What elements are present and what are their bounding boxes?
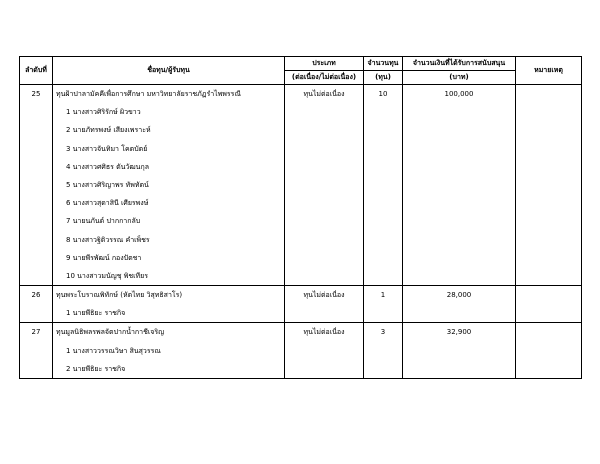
grant-amount-cell	[403, 85, 516, 286]
grant-note-cell	[516, 286, 582, 323]
grant-type: ทุนไม่ต่อเนื่อง	[303, 328, 345, 337]
header-amount-bottom: (บาท)	[449, 73, 469, 81]
grant-note	[516, 323, 581, 341]
grant-count-cell	[364, 286, 403, 323]
header-no: ลำดับที่	[20, 57, 53, 85]
recipient-name: 8 นางสาวฐิติวรรณ คำเพ็ชร	[66, 235, 150, 244]
recipient-name: 1 นางสาวศิริรักษ์ ผิวขาว	[66, 108, 141, 117]
grant-name: ทุนมูลนิธิพลรพลจัตปากน้ำกาชีเจริญ	[56, 328, 165, 337]
header-count-bottom: (ทุน)	[375, 73, 391, 81]
recipient-name: 10 นางสาวมนัญชุ พิชเทียร	[66, 271, 148, 280]
grant-amount: 100,000	[444, 90, 474, 98]
grant-name: ทุนฝ้าปาลามัคคีเพื่อการศึกษา มหาวิทยาลัยราชภัฏรำไพพรรณี	[56, 90, 241, 98]
header-type-bottom: (ต่อเนื่อง/ไม่ต่อเนื่อง)	[291, 73, 357, 81]
grant-note-cell	[516, 85, 582, 286]
row-name-cell	[53, 323, 285, 379]
row-no-cell	[20, 286, 53, 323]
header-count	[364, 57, 403, 85]
grant-amount-cell	[403, 323, 516, 379]
recipient-name: 9 นายพีรพัฒน์ กองปัตชา	[66, 253, 142, 262]
grant-type-cell	[285, 323, 364, 379]
grant-note	[516, 85, 581, 103]
row-name-cell	[53, 286, 285, 323]
grant-count-cell	[364, 85, 403, 286]
recipient-name: 7 นายนภันต์ ปากกากลับ	[66, 217, 141, 226]
row-no-cell	[20, 85, 53, 286]
recipient-name: 6 นางสาวสุดาสินี เศียรพงษ์	[66, 199, 149, 208]
row-no: 25	[31, 90, 41, 98]
grant-count: 3	[380, 328, 386, 337]
grant-count: 1	[380, 291, 386, 300]
row-no: 27	[31, 328, 41, 337]
table-row	[20, 286, 582, 323]
grant-note	[516, 286, 581, 304]
recipient-name: 1 นางสาววรรณวิษา สินสุวรรณ	[66, 346, 161, 355]
table-row	[20, 85, 582, 286]
header-amount-top: จำนวนเงินที่ได้รับการสนับสนุน	[403, 57, 515, 71]
header-type	[285, 57, 364, 85]
grant-amount-cell	[403, 286, 516, 323]
recipient-name: 2 นายพีธิยะ ราชกิจ	[66, 364, 126, 373]
grant-amount: 32,900	[446, 328, 472, 337]
grant-note-cell	[516, 323, 582, 379]
header-name: ชื่อทุน/ผู้รับทุน	[53, 57, 285, 85]
recipient-name: 5 นางสาวศิริญาพร ทัพทัตน์	[66, 180, 149, 189]
grant-type: ทุนไม่ต่อเนื่อง	[303, 90, 345, 98]
grant-name: ทุนพระโบราณพิทักษ์ (หัตไทย วิสุทธิสาโร)	[56, 291, 183, 300]
recipient-name: 4 นางสาวศศิธร ตันวัฒนกุล	[66, 162, 149, 171]
grant-count: 10	[378, 90, 388, 98]
row-no: 26	[31, 291, 41, 300]
grant-amount: 28,000	[446, 291, 472, 300]
recipient-name: 1 นายพีธิยะ ราชกิจ	[66, 309, 126, 318]
table-header	[20, 57, 582, 85]
recipient-name: 2 นายภัทรพงษ์ เสียงเพราะห์	[66, 126, 151, 135]
row-no-cell	[20, 323, 53, 379]
recipient-name: 3 นางสาวจันทิมา โคตบัตย์	[66, 144, 148, 153]
header-type-top: ประเภท	[285, 57, 363, 71]
table-body	[20, 85, 582, 379]
header-amount	[403, 57, 516, 85]
table-row	[20, 323, 582, 379]
grant-table	[19, 56, 582, 379]
header-count-top: จำนวนทุน	[364, 57, 402, 71]
header-note: หมายเหตุ	[516, 57, 582, 85]
grant-type-cell	[285, 286, 364, 323]
grant-count-cell	[364, 323, 403, 379]
grant-type-cell	[285, 85, 364, 286]
row-name-cell	[53, 85, 285, 286]
grant-type: ทุนไม่ต่อเนื่อง	[303, 291, 345, 300]
